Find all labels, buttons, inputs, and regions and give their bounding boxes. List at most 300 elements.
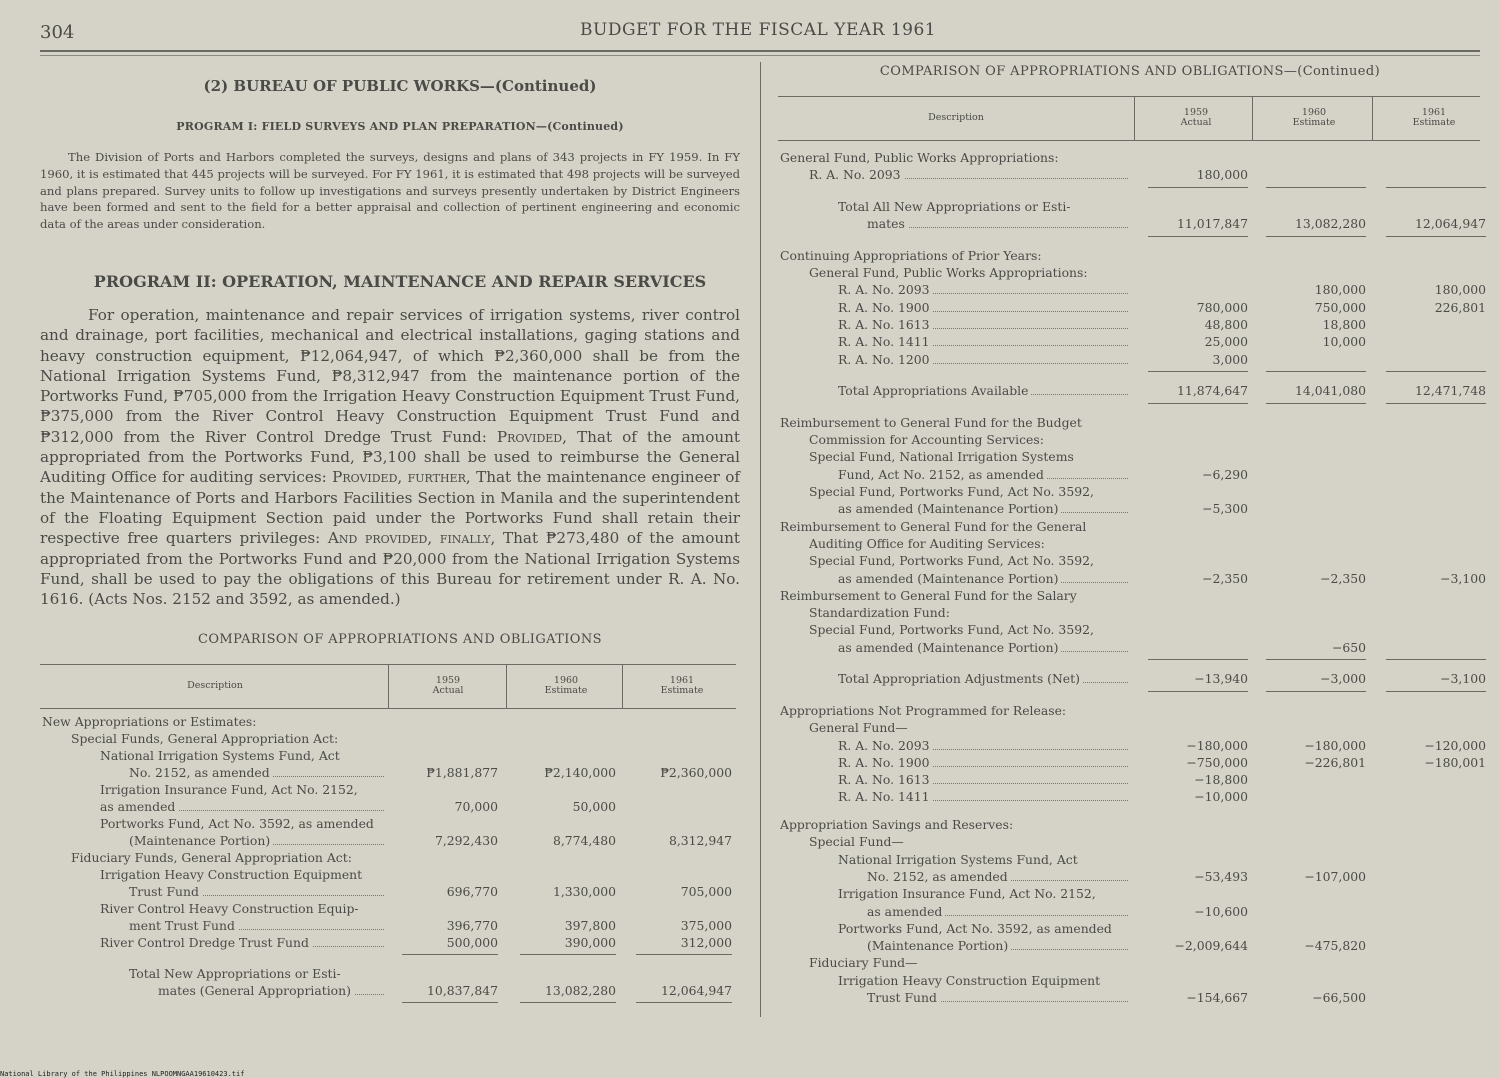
sum-rule xyxy=(1266,371,1366,372)
cell-1960: −2,350 xyxy=(1320,570,1366,586)
column-header-year: 1960 xyxy=(553,675,579,686)
column-separator xyxy=(1134,96,1135,140)
row-description xyxy=(129,765,384,781)
row-label: Special Fund, Portworks Fund, Act No. 3592, xyxy=(809,553,1097,568)
cell-1960: 13,082,280 xyxy=(545,983,616,998)
row-description xyxy=(71,850,384,866)
row-description xyxy=(838,334,1128,350)
row-description xyxy=(129,833,384,849)
row-description xyxy=(838,772,1128,788)
sum-rule xyxy=(402,1002,498,1003)
sum-rule xyxy=(636,954,732,955)
row-label: as amended (Maintenance Portion) xyxy=(838,640,1061,655)
table-row xyxy=(40,983,736,999)
table-top-rule xyxy=(778,96,1480,97)
page-number: 304 xyxy=(40,22,75,43)
column-header-1960 xyxy=(510,676,622,696)
table-row xyxy=(778,501,1480,517)
row-label: Portworks Fund, Act No. 3592, as amended xyxy=(100,816,377,831)
row-description xyxy=(780,817,1128,833)
cell-1959: 3,000 xyxy=(1212,351,1248,367)
row-label: Irrigation Heavy Construction Equipment xyxy=(100,867,365,882)
sum-rule xyxy=(1386,187,1486,188)
table-row xyxy=(40,918,736,934)
sum-rule xyxy=(1386,691,1486,692)
sum-rule xyxy=(1386,659,1486,660)
program-1-heading: PROGRAM I: FIELD SURVEYS AND PLAN PREPARATION—(Continued) xyxy=(176,120,624,133)
table-row xyxy=(778,248,1480,264)
table-row xyxy=(778,605,1480,621)
table-row xyxy=(778,352,1480,368)
row-label: Special Fund, Portworks Fund, Act No. 3592, xyxy=(809,484,1097,499)
row-label: Commission for Accounting Services: xyxy=(809,432,1047,447)
column-header-type: Estimate xyxy=(660,685,704,696)
column-header-type: Actual xyxy=(1180,117,1212,128)
cell-1959: 11,874,647 xyxy=(1177,383,1248,399)
table-row xyxy=(778,754,1486,771)
row-label: R. A. No. 1200 xyxy=(838,352,933,367)
table-row xyxy=(778,449,1480,465)
cell-1960: 50,000 xyxy=(572,799,616,814)
sum-rule xyxy=(1148,371,1248,372)
program-1-paragraph: The Division of Ports and Harbors completed the surveys, designs and plans of 343 projects in FY 1959. In FY 1960, it is estimated that 445 projects will be surveyed. For FY 1961, it is estimated that 498 projects will be surveyed and plans prepared. Survey units to follow up investigations and surveys presently undertaken by District Engineers have been formed and sent to the field for a better appraisal and collection of pertinent engineering and economic data of the areas under consideration. xyxy=(40,150,740,232)
row-description xyxy=(100,799,384,815)
row-description xyxy=(129,884,384,900)
cell-1959: −13,940 xyxy=(1194,671,1248,687)
table-row xyxy=(778,383,1486,399)
table-row xyxy=(778,467,1480,483)
column-header-description: Description xyxy=(187,680,243,691)
header-rule-thin xyxy=(40,55,1480,56)
row-description xyxy=(129,966,384,982)
cell-1960: −650 xyxy=(1331,639,1366,655)
column-header-year: 1959 xyxy=(1183,107,1209,118)
table-row xyxy=(40,765,736,781)
cell-1960: 18,800 xyxy=(1322,317,1366,332)
cell-1961: 312,000 xyxy=(680,935,732,950)
column-divider xyxy=(760,62,761,1017)
row-description xyxy=(838,300,1128,316)
row-description xyxy=(838,671,1128,687)
column-header-type: Estimate xyxy=(1292,117,1336,128)
row-description xyxy=(867,869,1128,885)
table-row xyxy=(778,570,1486,587)
cell-1961: 180,000 xyxy=(1434,282,1486,298)
table-row xyxy=(778,886,1480,902)
column-separator xyxy=(388,664,389,708)
row-description xyxy=(867,938,1128,954)
row-label: General Fund, Public Works Appropriations: xyxy=(809,265,1091,280)
row-label: (Maintenance Portion) xyxy=(129,833,273,848)
row-label: Fiduciary Funds, General Appropriation Act: xyxy=(71,850,355,865)
cell-1961: −3,100 xyxy=(1440,570,1486,586)
cell-1960: 14,041,080 xyxy=(1295,383,1366,399)
row-description xyxy=(100,935,384,951)
table-row xyxy=(778,703,1480,719)
cell-1959: −5,300 xyxy=(1202,501,1248,517)
table-row xyxy=(40,748,736,764)
row-description xyxy=(780,248,1128,264)
cell-1960: 10,000 xyxy=(1322,334,1366,350)
table-row xyxy=(778,265,1480,281)
row-label: Reimbursement to General Fund for the Budget xyxy=(780,415,1085,430)
table-row xyxy=(40,816,736,832)
column-separator xyxy=(1372,96,1373,140)
cell-1960: −3,000 xyxy=(1320,671,1366,687)
cell-1959: 70,000 xyxy=(454,799,498,814)
row-label: Standardization Fund: xyxy=(809,605,953,620)
row-description xyxy=(838,755,1128,771)
row-description xyxy=(838,973,1128,989)
row-label: R. A. No. 1900 xyxy=(838,755,933,770)
table-row xyxy=(778,519,1480,535)
row-description xyxy=(809,955,1128,971)
cell-1959: −180,000 xyxy=(1186,737,1248,753)
cell-1959: 780,000 xyxy=(1196,299,1248,315)
row-label: R. A. No. 2093 xyxy=(838,738,933,753)
row-label: as amended xyxy=(867,904,945,919)
table-row xyxy=(40,966,736,982)
column-header-1960 xyxy=(1256,108,1372,128)
row-description xyxy=(809,553,1128,569)
cell-1960: 750,000 xyxy=(1314,299,1366,315)
row-description xyxy=(809,622,1128,638)
table-row xyxy=(778,317,1480,333)
cell-1960: ₱2,140,000 xyxy=(544,765,616,780)
row-label: Total All New Appropriations or Esti- xyxy=(838,199,1074,214)
cell-1959: −10,600 xyxy=(1194,903,1248,919)
sum-rule xyxy=(636,1002,732,1003)
sum-rule xyxy=(520,1002,616,1003)
cell-1961: 375,000 xyxy=(680,918,732,933)
table-row xyxy=(40,799,736,815)
program-2-heading: PROGRAM II: OPERATION, MAINTENANCE AND REPAIR SERVICES xyxy=(93,272,707,291)
table-row xyxy=(778,216,1486,232)
row-description xyxy=(100,901,384,917)
row-label: Irrigation Insurance Fund, Act No. 2152, xyxy=(100,782,361,797)
sum-rule xyxy=(1148,403,1248,404)
row-description xyxy=(71,731,384,747)
row-label: Appropriations Not Programmed for Release: xyxy=(780,703,1069,718)
row-label: as amended (Maintenance Portion) xyxy=(838,571,1061,586)
row-label: Auditing Office for Auditing Services: xyxy=(809,536,1048,551)
proviso-2: Provided, further, xyxy=(332,468,471,487)
sum-rule xyxy=(1148,691,1248,692)
table-row xyxy=(40,850,736,866)
row-label: Appropriation Savings and Reserves: xyxy=(780,817,1016,832)
row-description xyxy=(838,789,1128,805)
cell-1961: 12,471,748 xyxy=(1415,383,1486,399)
table-row xyxy=(778,973,1480,989)
column-header-year: 1959 xyxy=(435,675,461,686)
column-separator xyxy=(1252,96,1253,140)
table-row xyxy=(778,955,1480,971)
row-description xyxy=(838,467,1128,483)
cell-1959: 7,292,430 xyxy=(434,833,498,848)
row-label: Irrigation Heavy Construction Equipment xyxy=(838,973,1103,988)
table-row xyxy=(778,737,1486,754)
row-description xyxy=(838,738,1128,754)
row-label: Fiduciary Fund— xyxy=(809,955,921,970)
scan-footer: National Library of the Philippines NLPOOMNGAA19610423.tif xyxy=(0,1070,245,1078)
row-description xyxy=(838,282,1128,298)
bureau-heading: (2) BUREAU OF PUBLIC WORKS—(Continued) xyxy=(203,77,597,95)
column-header-description: Description xyxy=(928,112,984,123)
table-row xyxy=(778,334,1480,350)
cell-1959: 180,000 xyxy=(1196,167,1248,183)
program-2-text-1: For operation, maintenance and repair services of irrigation systems, river control and drainage, port facilities, mechanical and electrical installations, gaging stations and heavy construction equipment, ₱12,064,947, of which ₱2,360,000 shall be from the National Irrigation Systems Fund, ₱8,312,947 from the maintenance portion of the Portworks Fund, ₱705,000 from the Irrigation Heavy Construction Equipment Trust Fund, ₱375,000 from the River Control Heavy Construction Equipment Trust Fund and ₱312,000 from the River Control Dredge Trust Fund: xyxy=(40,306,740,446)
table-row xyxy=(778,536,1480,552)
row-description xyxy=(809,265,1128,281)
sum-rule xyxy=(520,954,616,955)
row-description xyxy=(158,983,384,999)
table-row xyxy=(778,789,1480,805)
table-row xyxy=(40,935,736,951)
table-row xyxy=(40,782,736,798)
row-label: Fund, Act No. 2152, as amended xyxy=(838,467,1047,482)
row-description xyxy=(129,918,384,934)
right-table-title: COMPARISON OF APPROPRIATIONS AND OBLIGATIONS—(Continued) xyxy=(879,64,1381,79)
row-label: National Irrigation Systems Fund, Act xyxy=(100,748,343,763)
row-label: R. A. No. 1411 xyxy=(838,334,933,349)
sum-rule xyxy=(1266,236,1366,237)
left-comparison-table xyxy=(40,664,736,1014)
row-description xyxy=(838,921,1128,937)
cell-1960: 8,774,480 xyxy=(552,833,616,848)
sum-rule xyxy=(1386,403,1486,404)
cell-1961: 226,801 xyxy=(1434,299,1486,315)
cell-1960: 390,000 xyxy=(564,935,616,950)
row-label: Total New Appropriations or Esti- xyxy=(129,966,344,981)
cell-1959: −2,009,644 xyxy=(1174,938,1248,954)
table-row xyxy=(778,167,1480,183)
row-description xyxy=(838,383,1128,399)
program-2-paragraph xyxy=(40,305,740,609)
row-label: as amended (Maintenance Portion) xyxy=(838,501,1061,516)
cell-1960: −226,801 xyxy=(1304,754,1366,770)
column-header-1961 xyxy=(626,676,738,696)
column-header-year: 1961 xyxy=(1421,107,1447,118)
cell-1959: 48,800 xyxy=(1204,317,1248,332)
row-label: Special Fund, National Irrigation Systems xyxy=(809,449,1077,464)
table-row xyxy=(40,714,736,730)
column-header-year: 1961 xyxy=(669,675,695,686)
row-label: Special Fund— xyxy=(809,834,907,849)
cell-1959: 396,770 xyxy=(446,918,498,933)
cell-1959: ₱1,881,877 xyxy=(426,765,498,780)
sum-rule xyxy=(402,954,498,955)
header-rule xyxy=(40,50,1480,52)
cell-1959: −2,350 xyxy=(1202,570,1248,586)
proviso-1: Provided, xyxy=(496,427,567,446)
sum-rule xyxy=(1386,371,1486,372)
row-description xyxy=(838,501,1128,517)
table-row xyxy=(778,869,1480,885)
row-label: Special Funds, General Appropriation Act: xyxy=(71,731,341,746)
row-label: National Irrigation Systems Fund, Act xyxy=(838,852,1081,867)
table-row xyxy=(778,772,1480,788)
sum-rule xyxy=(1148,187,1248,188)
cell-1960: −180,000 xyxy=(1304,737,1366,753)
table-row xyxy=(778,904,1480,920)
table-row xyxy=(778,640,1480,656)
row-label: New Appropriations or Estimates: xyxy=(42,714,259,729)
row-label: Trust Fund xyxy=(867,990,940,1005)
table-row xyxy=(778,834,1480,850)
row-description xyxy=(809,432,1128,448)
table-row xyxy=(40,731,736,747)
row-label: Continuing Appropriations of Prior Years: xyxy=(780,248,1045,263)
program-2-text-2: That of the amount appropriated from the Portworks Fund, ₱3,100 shall be used to reimburse the General Auditing Office for auditing services: xyxy=(40,427,740,487)
row-label: R. A. No. 2093 xyxy=(838,282,933,297)
table-row xyxy=(778,622,1480,638)
row-label: General Fund— xyxy=(809,720,911,735)
row-description xyxy=(838,640,1128,656)
row-label: R. A. No. 1411 xyxy=(838,789,933,804)
cell-1960: 180,000 xyxy=(1314,282,1366,298)
row-label: mates (General Appropriation) xyxy=(158,983,354,998)
cell-1959: 25,000 xyxy=(1204,334,1248,350)
table-row xyxy=(778,671,1486,687)
cell-1960: −66,500 xyxy=(1312,990,1366,1005)
row-label: River Control Heavy Construction Equip- xyxy=(100,901,362,916)
row-label: Trust Fund xyxy=(129,884,202,899)
row-label: Reimbursement to General Fund for the Salary xyxy=(780,588,1080,603)
cell-1960: 397,800 xyxy=(564,918,616,933)
row-description xyxy=(809,605,1128,621)
program-2-text-3: That the maintenance engineer of the Maintenance of Ports and Harbors Facilities Section in Manila and the superintendent of the Floating Equipment Section paid under the Portworks Fund shall retain their respective free quarters privileges: xyxy=(40,468,741,548)
cell-1960: −475,820 xyxy=(1304,938,1366,954)
row-description xyxy=(42,714,384,730)
row-description xyxy=(838,886,1128,902)
row-label: R. A. No. 1613 xyxy=(838,772,933,787)
table-row xyxy=(778,415,1480,431)
table-row xyxy=(778,817,1480,833)
row-description xyxy=(838,852,1128,868)
cell-1961: 12,064,947 xyxy=(661,983,732,998)
row-description xyxy=(838,571,1128,587)
header-bottom-rule xyxy=(778,140,1480,141)
cell-1961: ₱2,360,000 xyxy=(660,765,732,780)
row-description xyxy=(867,990,1128,1006)
row-description xyxy=(780,415,1128,431)
table-row xyxy=(778,150,1480,166)
row-description xyxy=(838,317,1128,333)
row-description xyxy=(100,816,384,832)
row-label: as amended xyxy=(100,799,178,814)
cell-1959: −53,493 xyxy=(1194,868,1248,884)
row-label: No. 2152, as amended xyxy=(129,765,273,780)
left-table-title: COMPARISON OF APPROPRIATIONS AND OBLIGATIONS xyxy=(198,632,602,647)
cell-1959: 500,000 xyxy=(446,935,498,950)
cell-1961: −180,001 xyxy=(1424,754,1486,770)
cell-1959: −750,000 xyxy=(1186,754,1248,770)
column-header-year: 1960 xyxy=(1301,107,1327,118)
table-row xyxy=(778,299,1486,316)
row-description xyxy=(100,748,384,764)
row-label: ment Trust Fund xyxy=(129,918,238,933)
sum-rule xyxy=(1266,403,1366,404)
cell-1961: −3,100 xyxy=(1440,671,1486,687)
row-description xyxy=(838,352,1128,368)
cell-1959: 696,770 xyxy=(446,884,498,899)
cell-1959: −6,290 xyxy=(1202,466,1248,482)
column-header-1959 xyxy=(392,676,504,696)
sum-rule xyxy=(1266,691,1366,692)
row-description xyxy=(838,199,1128,215)
column-header-1959 xyxy=(1138,108,1254,128)
row-description xyxy=(809,484,1128,500)
table-row xyxy=(778,553,1480,569)
table-row xyxy=(778,921,1480,937)
cell-1960: 13,082,280 xyxy=(1295,216,1366,232)
row-description xyxy=(780,703,1128,719)
table-row xyxy=(778,484,1480,500)
cell-1960: −107,000 xyxy=(1304,868,1366,884)
sum-rule xyxy=(1386,236,1486,237)
row-description xyxy=(780,519,1128,535)
row-label: (Maintenance Portion) xyxy=(867,938,1011,953)
row-label: Reimbursement to General Fund for the General xyxy=(780,519,1089,534)
row-description xyxy=(780,150,1128,166)
table-row xyxy=(778,282,1486,298)
proviso-3: And provided, finally, xyxy=(327,529,496,548)
row-description xyxy=(809,834,1128,850)
cell-1961: 705,000 xyxy=(680,884,732,899)
table-row xyxy=(778,588,1480,604)
cell-1961: 8,312,947 xyxy=(668,833,732,848)
row-label: Irrigation Insurance Fund, Act No. 2152, xyxy=(838,886,1099,901)
cell-1959: 10,837,847 xyxy=(427,983,498,998)
table-row xyxy=(778,432,1480,448)
table-row xyxy=(778,852,1480,868)
row-label: River Control Dredge Trust Fund xyxy=(100,935,312,950)
sum-rule xyxy=(1266,659,1366,660)
row-label: R. A. No. 2093 xyxy=(809,167,904,182)
table-row xyxy=(778,720,1480,736)
column-header-type: Actual xyxy=(432,685,464,696)
cell-1961: −120,000 xyxy=(1424,737,1486,753)
column-header-type: Estimate xyxy=(544,685,588,696)
column-separator xyxy=(506,664,507,708)
row-label: Special Fund, Portworks Fund, Act No. 3592, xyxy=(809,622,1097,637)
row-label: R. A. No. 1613 xyxy=(838,317,933,332)
row-description xyxy=(867,904,1128,920)
cell-1961: 12,064,947 xyxy=(1415,216,1486,232)
row-label: Total Appropriation Adjustments (Net) xyxy=(838,671,1083,686)
row-description xyxy=(100,867,384,883)
cell-1960: 1,330,000 xyxy=(552,884,616,899)
row-label: Total Appropriations Available xyxy=(838,383,1031,398)
header-bottom-rule xyxy=(40,708,736,709)
sum-rule xyxy=(1148,236,1248,237)
row-description xyxy=(100,782,384,798)
row-label: No. 2152, as amended xyxy=(867,869,1011,884)
row-label: R. A. No. 1900 xyxy=(838,300,933,315)
program-2-text-4: That ₱273,480 of the amount appropriated from the Portworks Fund and ₱20,000 from the National Irrigation Systems Fund, shall be used to pay the obligations of this Bureau for retirement under R. A. No. 1616. (Acts Nos. 2152 and 3592, as amended.) xyxy=(40,529,741,609)
row-label: General Fund, Public Works Appropriations: xyxy=(780,150,1062,165)
row-label: mates xyxy=(867,216,908,231)
table-row xyxy=(40,833,736,849)
table-row xyxy=(40,884,736,900)
cell-1959: −18,800 xyxy=(1194,772,1248,788)
table-row xyxy=(40,901,736,917)
table-row xyxy=(40,867,736,883)
table-row xyxy=(778,938,1480,954)
row-description xyxy=(780,588,1128,604)
row-description xyxy=(809,167,1128,183)
table-row xyxy=(778,990,1480,1006)
